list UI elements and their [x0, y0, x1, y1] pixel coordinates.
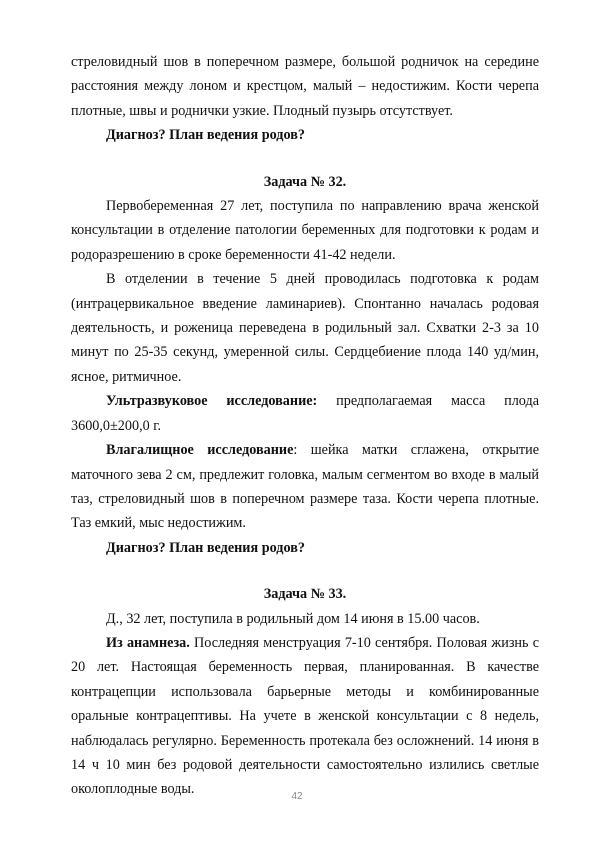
task-33-anamnesis	[71, 631, 539, 802]
ultrasound-label: Ультразвуковое исследование:	[106, 393, 318, 410]
vaginal-exam-text: : шейка матки сглажена, открытие маточного зева 2 см, предлежит головка, малым сегментом во входе в малый таз, стреловидный шов в поперечном размере таза. Кости черепа плотные. Таз емкий, мыс недостижим.	[71, 442, 539, 532]
anamnesis-label: Из анамнеза.	[106, 634, 190, 651]
ultrasound-text: предполагаемая масса плода 3600,0±200,0 г.	[71, 393, 539, 434]
task-32-question: Диагноз? План ведения родов?	[106, 539, 305, 556]
vaginal-exam-label: Влагалищное исследование	[106, 442, 294, 459]
task-32-ultrasound	[71, 389, 539, 438]
task-32-paragraph-1: Первобеременная 27 лет, поступила по направлению врача женской консультации в отделение патологии беременных для подготовки к родам и родоразрешению в сроке беременности 41-42 недели.	[71, 198, 539, 263]
task-31-question: Диагноз? План ведения родов?	[106, 127, 305, 144]
task-32-title: Задача № 32.	[263, 173, 347, 190]
intro-paragraph: стреловидный шов в поперечном размере, большой родничок на середине расстояния между лоном и крестцом, малый – недостижим. Кости черепа плотные, швы и роднички узкие. Плодный пузырь отсутствует.	[71, 54, 539, 119]
task-32-vaginal-exam	[71, 438, 539, 536]
task-33-title: Задача № 33.	[263, 586, 347, 603]
page-number: 42	[291, 791, 303, 802]
task-33-paragraph-1: Д., 32 лет, поступила в родильный дом 14 июня в 15.00 часов.	[106, 610, 480, 627]
anamnesis-text: Последняя менструация 7-10 сентября. Половая жизнь с 20 лет. Настоящая беременность первая, планированная. В качестве контрацепции использовала барьерные методы и комбинированные оральные контрацептивы. На учете в женской консультации с 8 недель, наблюдалась регулярно. Беременность протекала без осложнений. 14 июня в 14 ч 10 мин без родовой деятельности самостоятельно излились светлые околоплодные воды.	[71, 634, 539, 798]
page-content	[71, 50, 539, 802]
task-32-paragraph-2: В отделении в течение 5 дней проводилась подготовка к родам (интрацервикальное введение ламинариев). Спонтанно началась родовая деятельность, и роженица переведена в родильный зал. Схватки 2-3 за 10 минут по 25-35 секунд, умеренной силы. Сердцебиение плода 140 уд/мин, ясное, ритмичное.	[71, 271, 539, 385]
